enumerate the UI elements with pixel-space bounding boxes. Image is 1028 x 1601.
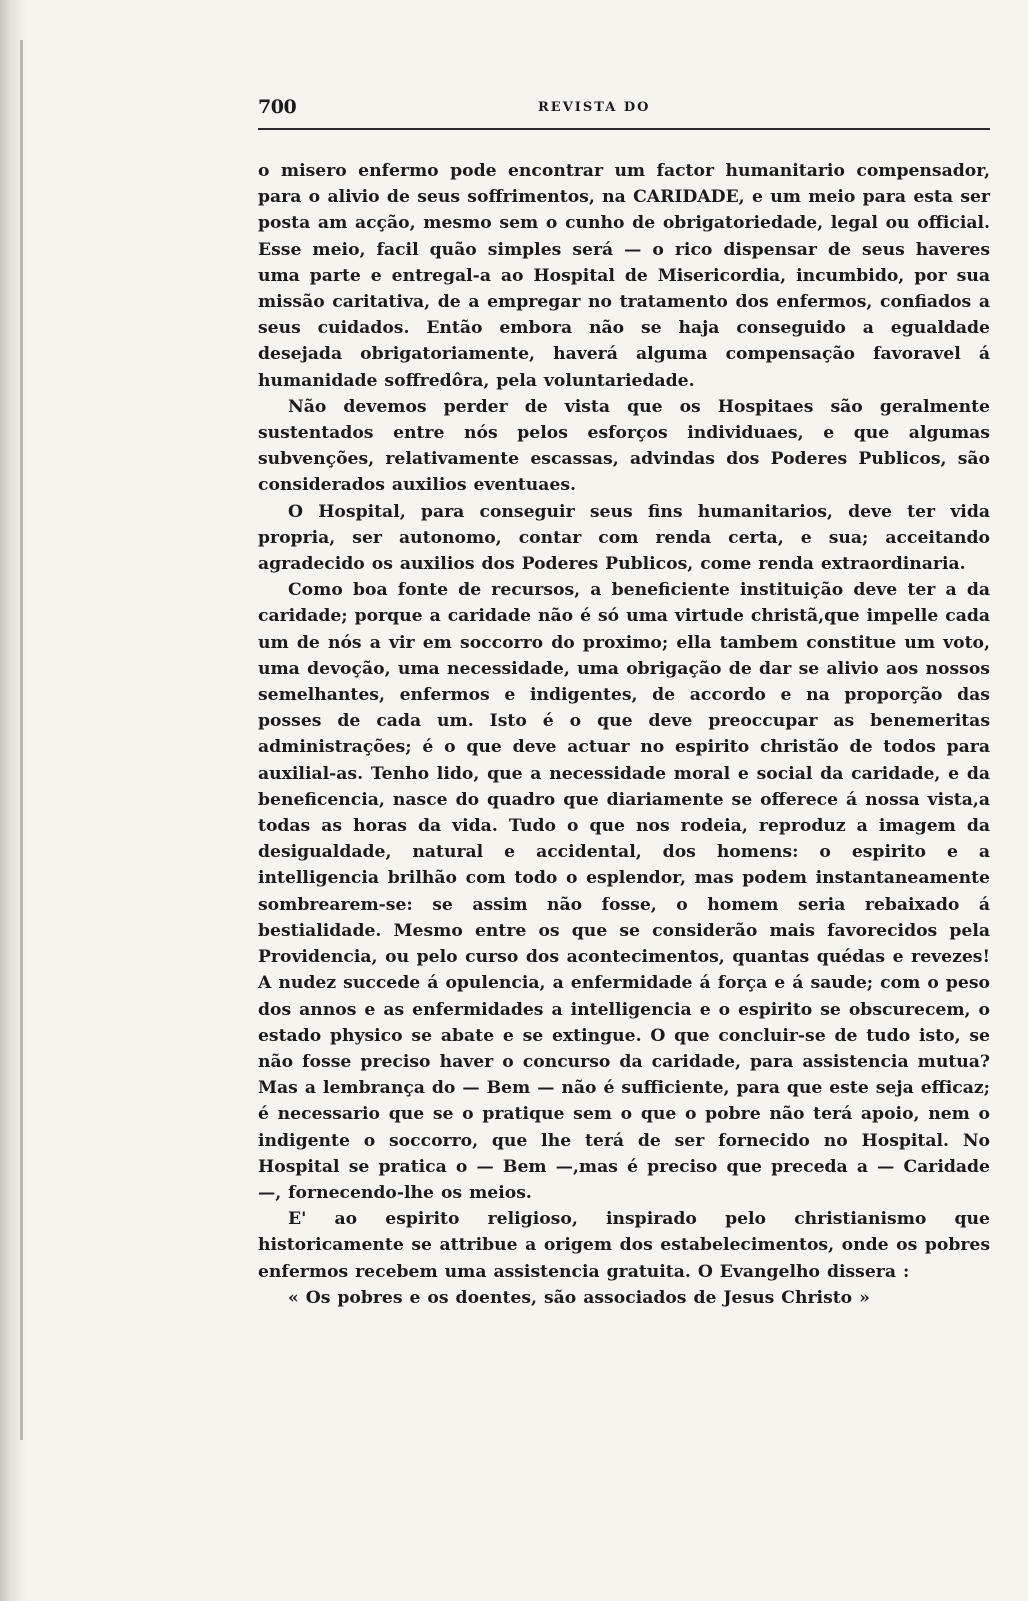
paragraph-charity: Como boa fonte de recursos, a beneficiente instituição deve ter a da caridade; porque a caridade não é só uma virtude christã,que impelle cada um de nós a vir em soccorro do proximo; ella tambem constitue um voto, uma devoção, uma necessidade, uma obrigação de dar se alivio aos nossos semelhantes, enfermos e indigentes, de accordo e na proporção das posses de cada um. Isto é o que deve preoccupar as benemeritas administrações; é o que deve actuar no espirito christão de todos para auxilial-as. Tenho lido, que a necessidade moral e social da caridade, e da beneficencia, nasce do quadro que diariamente se offerece á nossa vista,a todas as horas da vida. Tudo o que nos rodeia, reproduz a imagem da desigualdade, natural e accidental, dos homens: o espirito e a intelligencia brilhão com todo o esplendor, mas podem instantaneamente sombrearem-se: se assim não fosse, o homem seria rebaixado á bestialidade. Mesmo entre os que se considerão mais favorecidos pela Providencia, ou pelo curso dos acontecimentos, quantas quédas e revezes! A nudez succede á opulencia, a enfermidade á força e á saude; com o peso dos annos e as enfermidades a intelligencia e o espirito se obscurecem, o estado physico se abate e se extingue. O que concluir-se de tudo isto, se não fosse preciso haver o concurso da caridade, para assistencia mutua? Mas a lembrança do — Bem — não é sufficiente, para que este seja efficaz; é necessario que se o pratique sem o que o pobre não terá apoio, nem o indigente o soccorro, que lhe terá de ser fornecido no Hospital. No Hospital se pratica o — Bem —,mas é preciso que preceda a — Caridade —, fornecendo-lhe os meios. xyxy=(258,580,990,1203)
page-header xyxy=(258,96,990,126)
running-head: REVISTA DO xyxy=(538,100,651,115)
header-rule xyxy=(258,128,990,130)
page-body xyxy=(258,158,990,1311)
paragraph-religious-origin: E' ao espirito religioso, inspirado pelo christianismo que historicamente se attribue a origem dos estabelecimentos, onde os pobres enfermos recebem uma assistencia gratuita. O Evangelho dissera : xyxy=(258,1209,990,1282)
gospel-quote: « Os pobres e os doentes, são associados de Jesus Christo » xyxy=(288,1287,870,1308)
binding-shadow-line xyxy=(20,40,23,1440)
page-number: 700 xyxy=(258,96,297,118)
book-page xyxy=(258,96,990,1311)
paragraph-continuation: o misero enfermo pode encontrar um factor humanitario compensador, para o alivio de seus soffrimentos, na CARIDADE, e um meio para esta ser posta am acção, mesmo sem o cunho de obrigatoriedade, legal ou official. Esse meio, facil quão simples será — o rico dispensar de seus haveres uma parte e entregal-a ao Hospital de Misericordia, incumbido, por sua missão caritativa, de a empregar no tratamento dos enfermos, confiados a seus cuidados. Então embora não se haja conseguido a egualdade desejada obrigatoriamente, haverá alguma compensação favoravel á humanidade soffredôra, pela voluntariedade. xyxy=(258,161,990,391)
paragraph-hospital-autonomy: O Hospital, para conseguir seus fins humanitarios, deve ter vida propria, ser autonomo, contar com renda certa, e sua; acceitando agradecido os auxilios dos Poderes Publicos, come renda extraordinaria. xyxy=(258,501,990,575)
paragraph-hospitals-support: Não devemos perder de vista que os Hospitaes são geralmente sustentados entre nós pelos esforços individuaes, e que algumas subvenções, relativamente escassas, advindas dos Poderes Publicos, são considerados auxilios eventuaes. xyxy=(258,396,990,496)
